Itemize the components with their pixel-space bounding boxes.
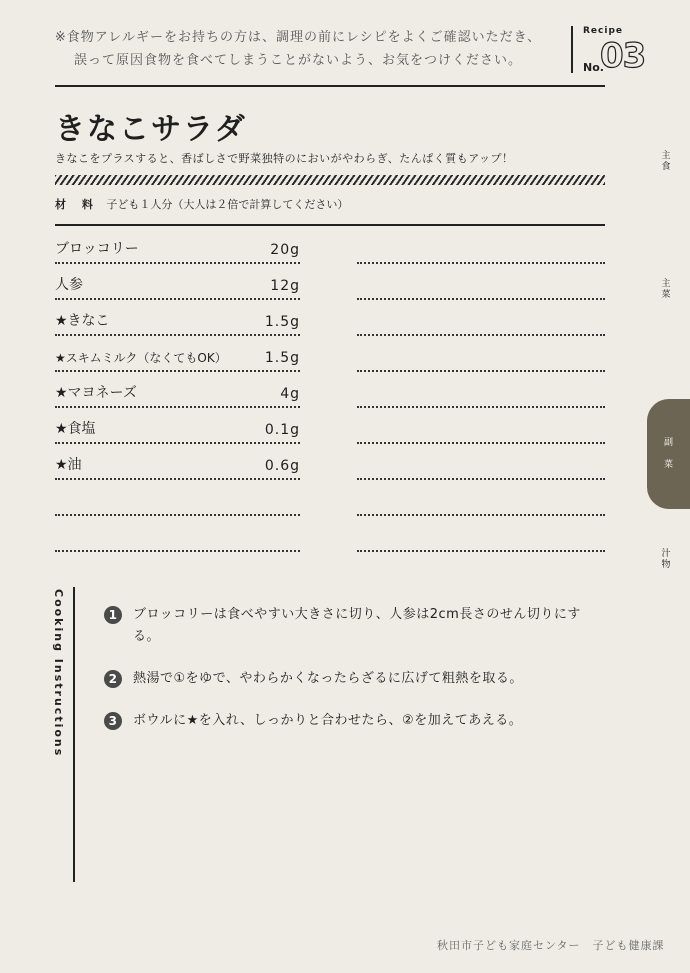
- footer-credit: 秋田市子ども家庭センター 子ども健康課: [437, 939, 665, 952]
- empty-row: [357, 264, 605, 300]
- tab-side-dish[interactable]: [647, 399, 690, 509]
- ingredient-row: [55, 228, 300, 264]
- tab-label: 主: [661, 279, 671, 289]
- ingredient-name: ★食塩: [55, 421, 96, 437]
- tab-label: 主: [661, 151, 671, 161]
- ingredients-list-right: [357, 228, 605, 552]
- ingredient-name: ★マヨネーズ: [55, 385, 137, 401]
- ingredient-name: 人参: [55, 277, 83, 293]
- tab-staple[interactable]: [660, 151, 672, 173]
- empty-row: [357, 372, 605, 408]
- tab-label: 物: [661, 560, 671, 570]
- empty-row: [55, 480, 300, 516]
- recipe-label: Recipe: [583, 26, 624, 36]
- ingredient-name: ★油: [55, 457, 82, 473]
- empty-row: [357, 336, 605, 372]
- steps-list: [104, 604, 604, 752]
- stripe-divider: [55, 175, 605, 185]
- ingredients-header: [55, 196, 348, 212]
- tab-label: 食: [661, 162, 671, 172]
- empty-row: [357, 300, 605, 336]
- ingredient-amount: 4g: [280, 386, 300, 402]
- top-rule: [55, 85, 605, 87]
- empty-row: [357, 516, 605, 552]
- recipe-divider: [571, 26, 573, 73]
- empty-row: [357, 444, 605, 480]
- empty-row: [55, 516, 300, 552]
- step-text: 熱湯で①をゆで、やわらかくなったらざるに広げて粗熱を取る。: [133, 671, 523, 686]
- ingredient-row: [55, 300, 300, 336]
- step-item: [104, 710, 604, 732]
- ingredient-amount: 20g: [270, 242, 300, 258]
- tab-label: 汁: [661, 549, 671, 559]
- ingredient-amount: 1.5g: [264, 314, 300, 330]
- tab-label: 菜: [661, 290, 671, 300]
- ingredients-list: [55, 228, 300, 552]
- recipe-lead: きなこをプラスすると、香ばしさで野菜独特のにおいがやわらぎ、たんぱく質もアップ！: [55, 152, 514, 165]
- allergy-notice: [28, 26, 568, 72]
- ingredient-row: [55, 444, 300, 480]
- ingredients-rule: [55, 224, 605, 226]
- ingredient-row: [55, 264, 300, 300]
- step-item: [104, 604, 604, 648]
- page-title: きなこサラダ: [55, 112, 247, 147]
- ingredient-row: [55, 336, 300, 372]
- notice-line-2: 誤って原因食物を食べてしまうことがないよう、お気をつけください。: [73, 53, 522, 68]
- ingredient-amount: 0.1g: [264, 422, 300, 438]
- ingredients-label: 材 料: [55, 198, 99, 211]
- tab-soup[interactable]: [660, 549, 672, 571]
- step-item: [104, 668, 604, 690]
- step-number: 2: [104, 670, 122, 688]
- ingredient-name: ブロッコリー: [55, 241, 139, 257]
- recipe-number: 03: [600, 36, 646, 76]
- step-text: ブロッコリーは食べやすい大きさに切り、人参は2cm長さのせん切りにする。: [133, 607, 581, 644]
- notice-line-1: ※食物アレルギーをお持ちの方は、調理の前にレシピをよくご確認いただき、: [54, 30, 542, 45]
- tab-main-dish[interactable]: [660, 279, 672, 301]
- ingredient-amount: 1.5g: [264, 350, 300, 366]
- instructions-rule: [73, 587, 75, 882]
- tab-label: 副: [663, 437, 673, 448]
- ingredient-amount: 12g: [270, 278, 300, 294]
- step-number: 3: [104, 712, 122, 730]
- empty-row: [357, 228, 605, 264]
- tab-label: 菜: [663, 459, 673, 470]
- ingredient-row: [55, 372, 300, 408]
- ingredient-name: ★スキムミルク（なくてもOK）: [55, 351, 227, 365]
- step-number: 1: [104, 606, 122, 624]
- ingredient-name: ★きなこ: [55, 313, 110, 329]
- serving-note: 子ども１人分（大人は２倍で計算してください）: [106, 198, 349, 211]
- ingredient-row: [55, 408, 300, 444]
- cooking-instructions-label: Cooking Instructions: [52, 589, 65, 758]
- step-text: ボウルに★を入れ、しっかりと合わせたら、②を加えてあえる。: [133, 713, 523, 728]
- empty-row: [357, 480, 605, 516]
- empty-row: [357, 408, 605, 444]
- recipe-no-label: No.: [583, 61, 604, 74]
- ingredient-amount: 0.6g: [264, 458, 300, 474]
